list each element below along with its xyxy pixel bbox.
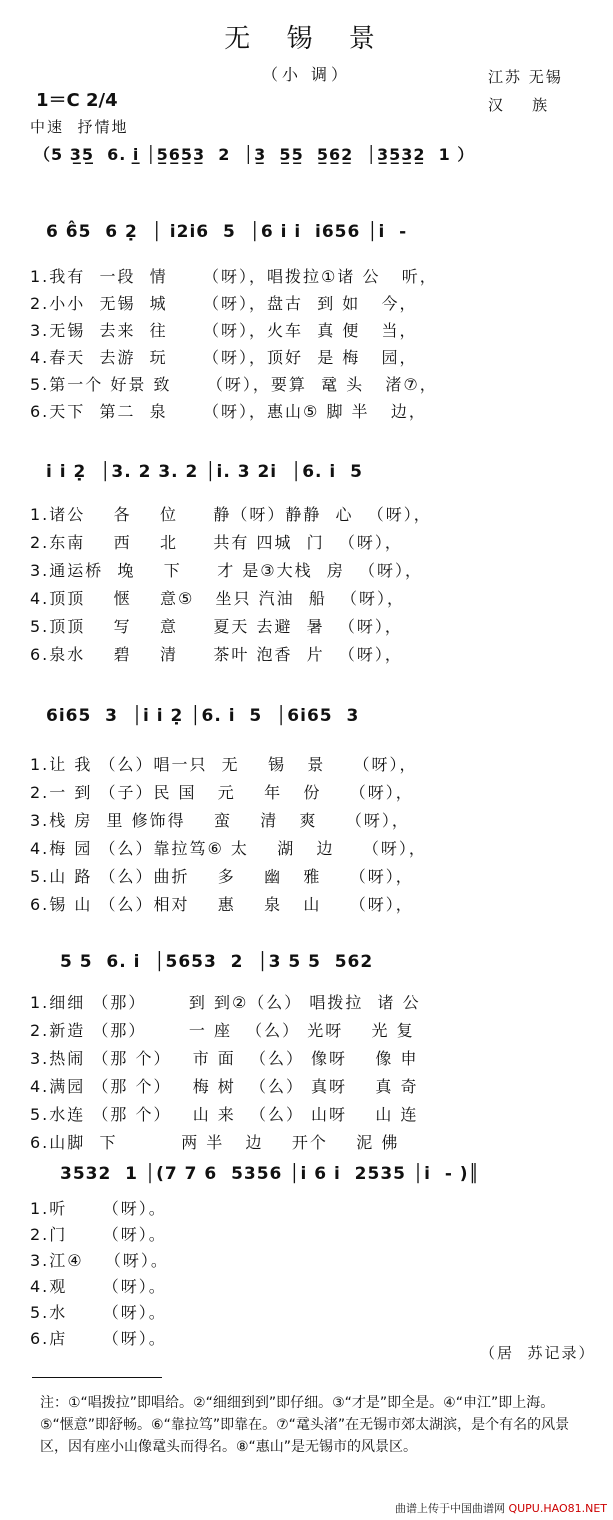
lyric-line-1-5: 5.第一个 好景 致 （呀），要算 鼋 头 渚⑦，: [30, 375, 438, 394]
lyric-line-3-1: 1.让 我 （么）唱一只 无 锡 景 （呀），: [30, 755, 418, 774]
song-region: 江苏 无锡: [488, 68, 563, 86]
lyric-line-3-6: 6.锡 山 （么）相对 惠 泉 山 （呀），: [30, 895, 414, 914]
lyric-line-5-1: 1.听 （呀）。: [30, 1199, 167, 1218]
footnotes: 注：①“唱拨拉”即唱给。②“细细到到”即仔细。③“才是”即全是。④“申江”即上海。⑤“惬意”即舒畅。⑥“靠拉笃”即靠在。⑦“鼋头渚”在无锡市郊太湖滨，是个有名的风景区，因有座小山像鼋头而得名。⑧“惠山”是无锡市的风景区。: [40, 1395, 570, 1455]
recorder-credit: （居 苏记录）: [480, 1344, 596, 1362]
notation-line-3: 6i65 3 │i i 2̣ │6. i 5 │6i65 3: [46, 706, 360, 726]
lyric-line-4-3: 3.热闹 （那 个） 市 面 （么） 像呀 像 申: [30, 1049, 419, 1068]
lyric-line-1-1: 1.我有 一段 情 （呀），唱拨拉①诸 公 听，: [30, 267, 438, 286]
footnote-divider: [32, 1377, 162, 1378]
lyric-line-2-5: 5.顶顶 写 意 夏天 去避 暑 （呀），: [30, 617, 403, 636]
song-title: 无 锡 景: [224, 24, 389, 54]
lyric-line-5-2: 2.门 （呀）。: [30, 1225, 167, 1244]
lyric-line-4-4: 4.满园 （那 个） 梅 树 （么） 真呀 真 奇: [30, 1077, 419, 1096]
lyric-line-2-4: 4.顶顶 惬 意⑤ 坐只 汽油 船 （呀），: [30, 589, 405, 608]
watermark-url: QUPU.HAO81.NET: [508, 1502, 607, 1515]
tempo-marking: 中速 抒情地: [30, 118, 129, 136]
lyric-line-2-1: 1.诸公 各 位 静（呀）静静 心 （呀），: [30, 505, 432, 524]
lyric-line-3-4: 4.梅 园 （么）靠拉笃⑥ 太 湖 边 （呀），: [30, 839, 427, 858]
site-watermark: [395, 1500, 607, 1516]
lyric-line-2-2: 2.东南 西 北 共有 四城 门 （呀），: [30, 533, 403, 552]
lyric-line-4-5: 5.水连 （那 个） 山 来 （么） 山呀 山 连: [30, 1105, 419, 1124]
lyric-line-1-2: 2.小小 无锡 城 （呀），盘古 到 如 今，: [30, 294, 418, 313]
notation-line-5: 3532 1 │(7 7 6 5356 │i 6 i 2535 │i - )║: [60, 1164, 480, 1184]
key-signature: 1＝C 2/4: [36, 90, 118, 111]
watermark-text: 曲谱上传于中国曲谱网: [394, 1502, 505, 1515]
intro-notation: （5 3̲5̲ 6. i̲ │5̲6̲5̲3̲ 2 │3̲ 5̲5̲ 5̲6̲2̲ │3̲5̲3̲2̲ 1 ）: [34, 145, 475, 164]
lyric-line-4-2: 2.新造 （那） 一 座 （么） 光呀 光 复: [30, 1021, 415, 1040]
lyric-line-1-4: 4.春天 去游 玩 （呀），顶好 是 梅 园，: [30, 348, 418, 367]
lyric-line-1-3: 3.无锡 去来 往 （呀），火车 真 便 当，: [30, 321, 418, 340]
notation-line-2: i i 2̣ │3. 2 3. 2 │i. 3 2i │6. i 5: [46, 462, 363, 482]
lyric-line-2-3: 3.通运桥 堍 下 才 是③大栈 房 （呀），: [30, 561, 423, 580]
song-ethnicity: 汉 族: [488, 96, 550, 114]
lyric-line-5-5: 5.水 （呀）。: [30, 1303, 167, 1322]
notation-line-1: 6 6̂5 6 2̣ │ i2i6 5 │6 i i i656 │i -: [46, 222, 408, 242]
lyric-line-3-2: 2.一 到 （子）民 国 元 年 份 （呀），: [30, 783, 414, 802]
song-genre: （小 调）: [261, 65, 352, 84]
lyric-line-5-3: 3.江④ （呀）。: [30, 1251, 169, 1270]
lyric-line-2-6: 6.泉水 碧 清 茶叶 泡香 片 （呀），: [30, 645, 403, 664]
lyric-line-5-4: 4.观 （呀）。: [30, 1277, 167, 1296]
lyric-line-5-6: 6.店 （呀）。: [30, 1329, 167, 1348]
lyric-line-4-6: 6.山脚 下 两 半 边 开个 泥 佛: [30, 1133, 400, 1152]
lyric-line-4-1: 1.细细 （那） 到 到②（么） 唱拨拉 诸 公: [30, 993, 421, 1012]
lyric-line-3-3: 3.栈 房 里 修饰得 蛮 清 爽 （呀），: [30, 811, 410, 830]
lyric-line-3-5: 5.山 路 （么）曲折 多 幽 雅 （呀），: [30, 867, 414, 886]
notation-line-4: 5 5 6. i │5653 2 │3 5 5 562: [60, 952, 374, 972]
lyric-line-1-6: 6.天下 第二 泉 （呀），惠山⑤ 脚 半 边，: [30, 402, 427, 421]
